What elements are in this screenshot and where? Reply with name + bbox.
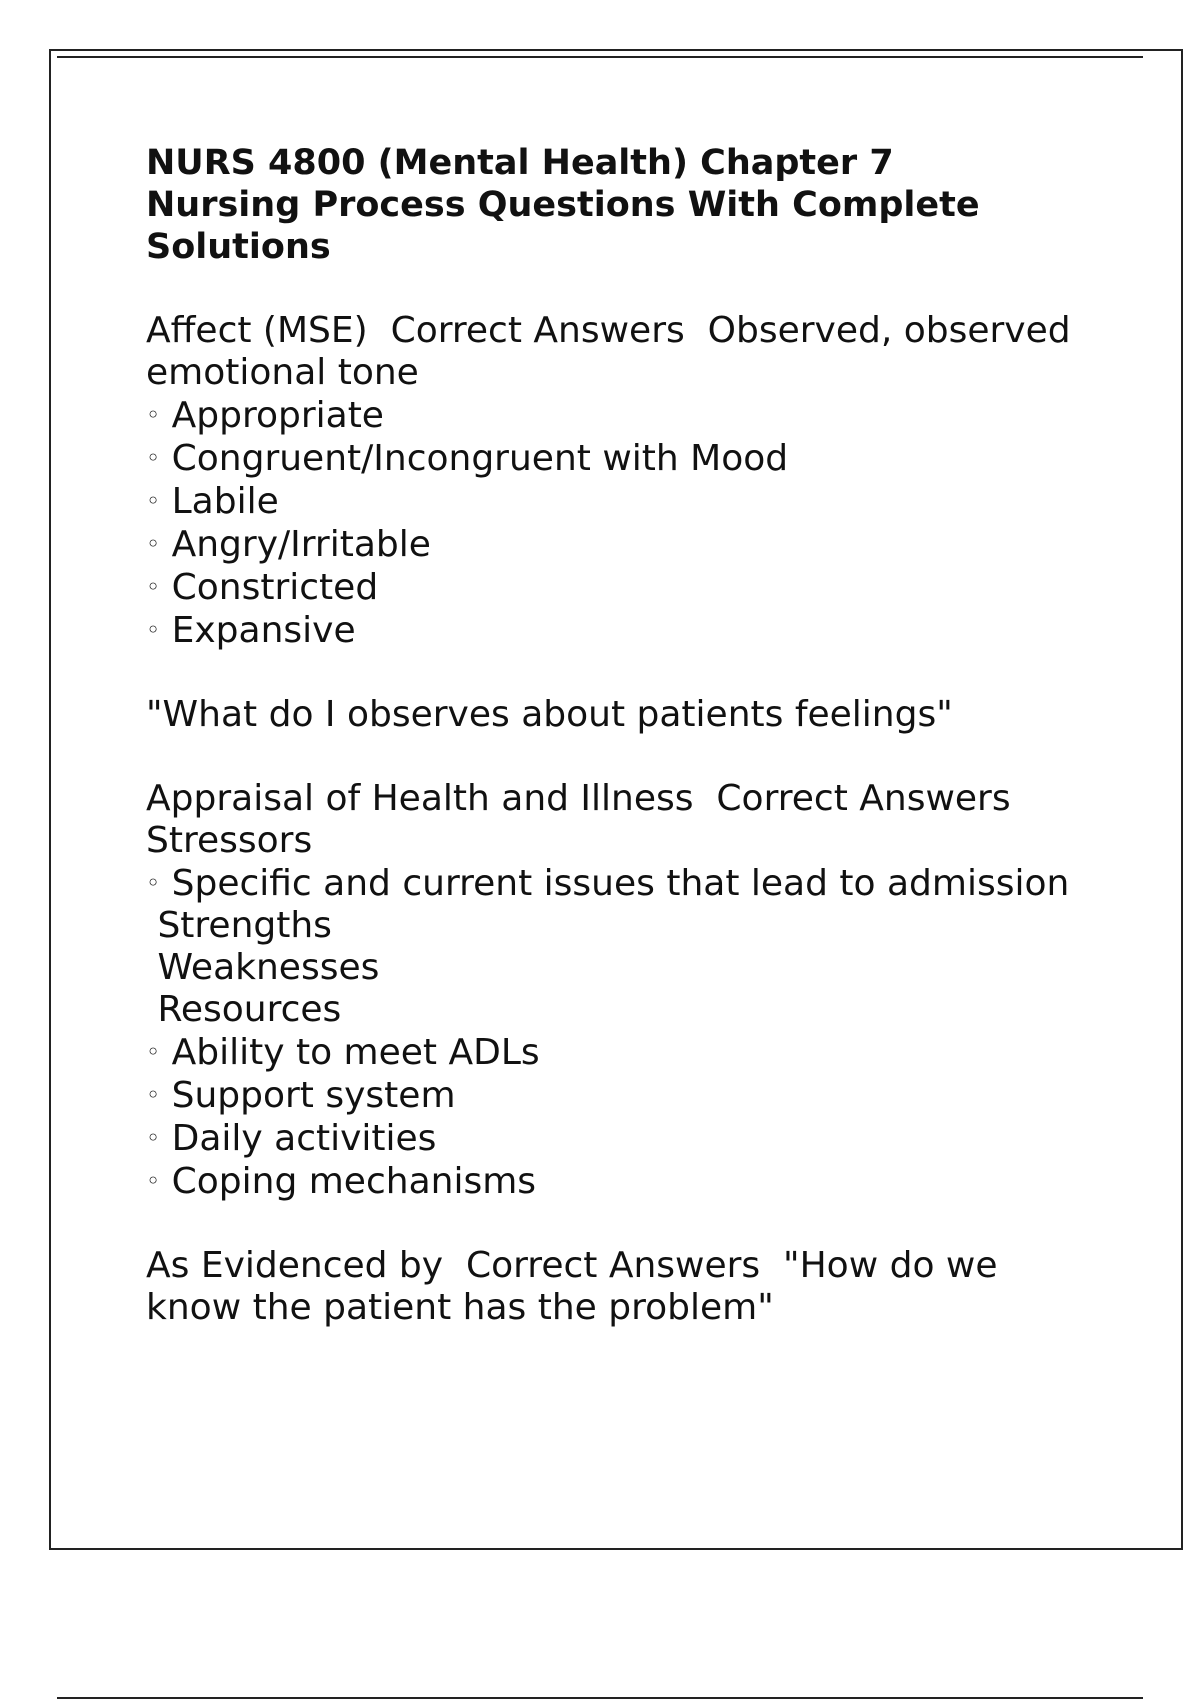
spacer [146,736,1146,778]
indented-item: Strengths [146,905,332,946]
indented-item: Weaknesses [146,947,380,988]
section-appraisal [146,778,1146,1203]
list-item: ◦ Labile [146,481,279,522]
bullet-icon: ◦ [146,401,161,429]
section-observation-quote [146,694,1146,736]
bullet-icon: ◦ [146,1081,161,1109]
list-item: ◦ Angry/Irritable [146,524,431,565]
quote-line: "What do I observes about patients feelings" [146,694,953,735]
title-line: Solutions [146,227,331,267]
bullet-icon: ◦ [146,1124,161,1152]
spacer [146,1203,1146,1245]
question-line: emotional tone [146,352,419,393]
top-rule-divider [57,56,1143,58]
list-item: ◦ Specific and current issues that lead to admission [146,863,1070,904]
list-item: ◦ Daily activities [146,1118,437,1159]
section-evidenced-by [146,1245,1146,1329]
list-item: ◦ Coping mechanisms [146,1161,537,1202]
document-body [146,142,1146,1329]
list-item: ◦ Appropriate [146,395,384,436]
list-item: ◦ Ability to meet ADLs [146,1032,540,1073]
question-line: know the patient has the problem" [146,1287,774,1328]
bullet-icon: ◦ [146,573,161,601]
document-title [146,142,1146,268]
list-item: ◦ Congruent/Incongruent with Mood [146,438,789,479]
list-item: ◦ Expansive [146,610,356,651]
bullet-icon: ◦ [146,444,161,472]
title-line: NURS 4800 (Mental Health) Chapter 7 [146,143,894,183]
indented-item: Resources [146,989,342,1030]
bottom-rule-divider [57,1697,1143,1699]
question-line: Stressors [146,820,313,861]
bullet-icon: ◦ [146,530,161,558]
question-line: Affect (MSE) Correct Answers Observed, observed [146,310,1071,351]
question-line: As Evidenced by Correct Answers "How do we [146,1245,998,1286]
bullet-icon: ◦ [146,616,161,644]
bullet-icon: ◦ [146,1038,161,1066]
section-affect [146,310,1146,652]
bullet-icon: ◦ [146,487,161,515]
title-line: Nursing Process Questions With Complete [146,185,980,225]
spacer [146,652,1146,694]
bullet-icon: ◦ [146,869,161,897]
question-line: Appraisal of Health and Illness Correct Answers [146,778,1011,819]
list-item: ◦ Support system [146,1075,456,1116]
list-item: ◦ Constricted [146,567,379,608]
bullet-icon: ◦ [146,1167,161,1195]
